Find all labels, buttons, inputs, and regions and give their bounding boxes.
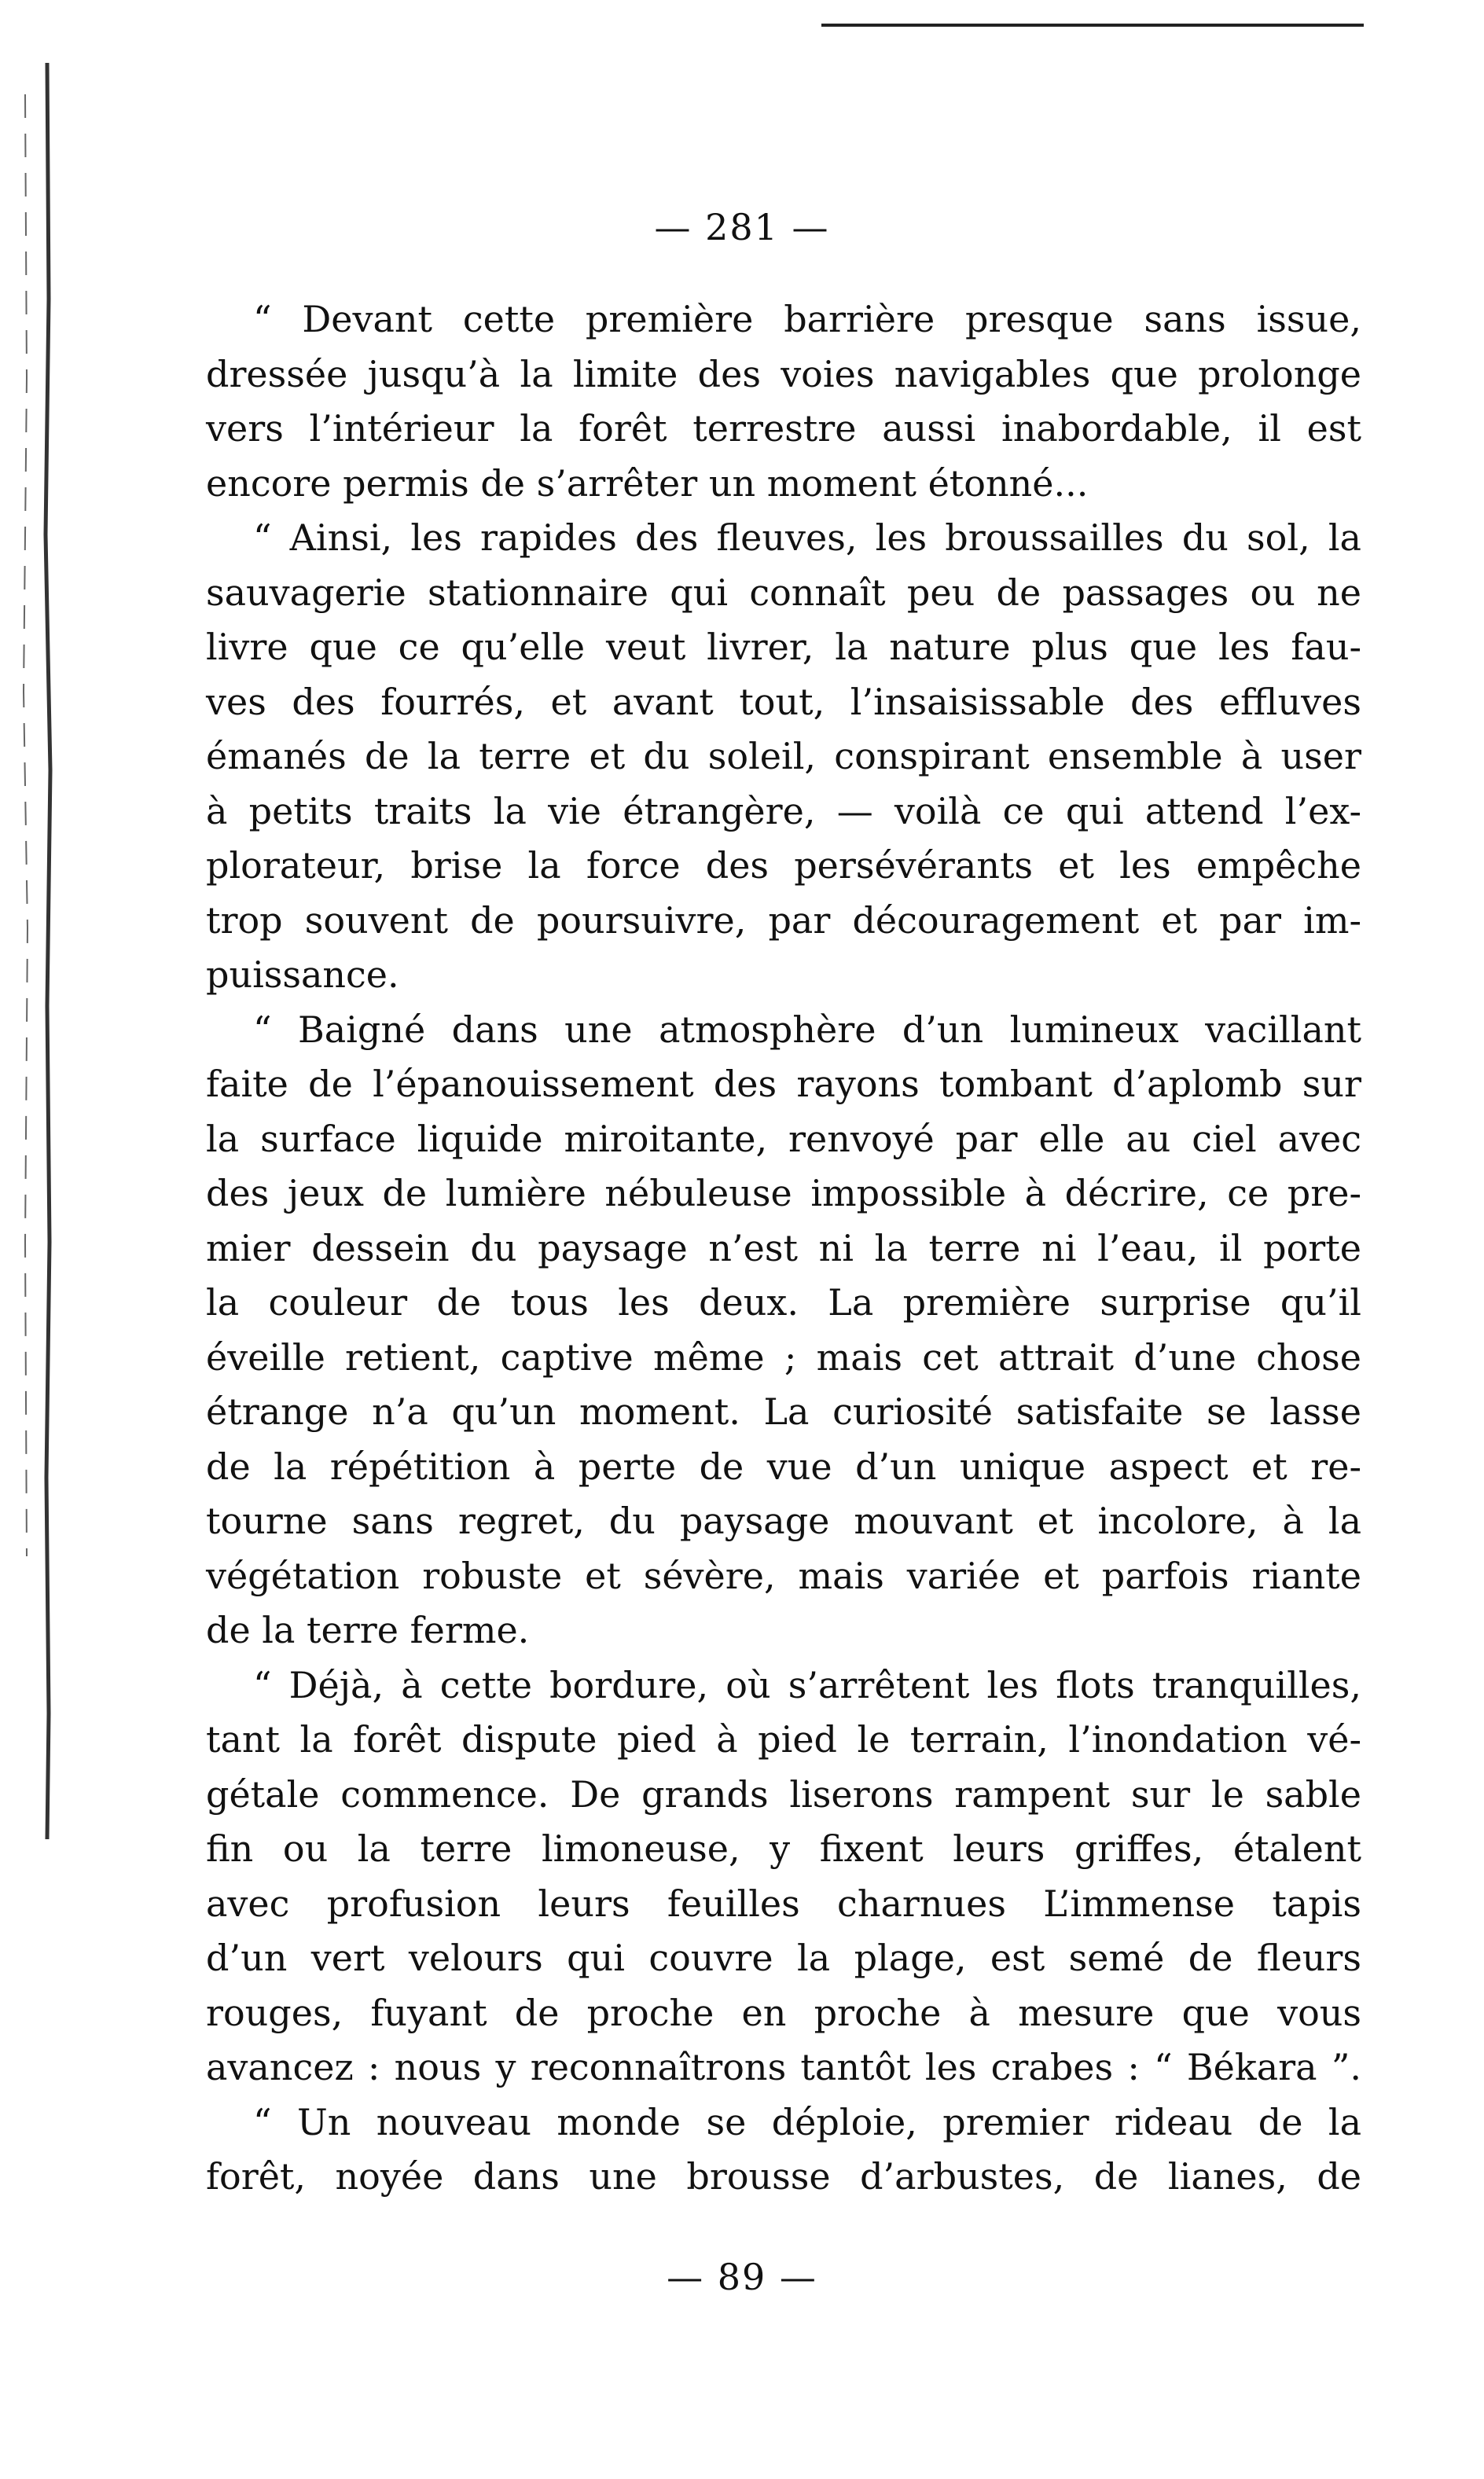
body-text [206,292,1361,2205]
text-line: avancez : nous y reconnaîtrons tantôt les crabes : “ Békara ”. [206,2046,1361,2088]
text-line: avec profusion leurs feuilles charnues L’immense tapis [206,1882,1361,1925]
footer-page-number: — 89 — [667,2256,817,2298]
text-line: ves des fourrés, et avant tout, l’insaisissable des effluves [206,680,1361,723]
text-line: encore permis de s’arrêter un moment étonné... [206,461,1089,505]
text-line: tant la forêt dispute pied à pied le terrain, l’inondation vé- [206,1718,1361,1761]
text-line: de la répétition à perte de vue d’un unique aspect et re- [206,1445,1361,1488]
text-line: “ Devant cette première barrière presque sans issue, [253,298,1361,340]
text-line: la surface liquide miroitante, renvoyé par elle au ciel avec [206,1117,1361,1160]
text-line: éveille retient, captive même ; mais cet attrait d’une chose [206,1335,1361,1379]
text-line: rouges, fuyant de proche en proche à mesure que vous [206,1991,1361,2034]
top-rule [821,24,1364,27]
text-line: gétale commence. De grands liserons rampent sur le sable [206,1772,1361,1816]
text-line: à petits traits la vie étrangère, — voilà ce qui attend l’ex- [206,789,1361,832]
page-edge-line [46,63,50,1839]
text-line: plorateur, brise la force des persévérants et les empêche [206,844,1361,887]
text-line: de la terre ferme. [206,1609,530,1651]
text-line: “ Ainsi, les rapides des fleuves, les broussailles du sol, la [253,516,1361,559]
text-line: faite de l’épanouissement des rayons tombant d’aplomb sur [206,1063,1361,1105]
text-line: des jeux de lumière nébuleuse impossible à décrire, ce pre- [206,1172,1361,1214]
text-line: mier dessein du paysage n’est ni la terre ni l’eau, il porte [206,1226,1361,1269]
text-line: fin ou la terre limoneuse, y fixent leurs griffes, étalent [206,1827,1361,1870]
header-page-number: — 281 — [654,206,830,248]
text-line: dressée jusqu’à la limite des voies navigables que prolonge [206,352,1361,395]
text-line: vers l’intérieur la forêt terrestre aussi inabordable, il est [206,407,1361,450]
text-line: “ Déjà, à cette bordure, où s’arrêtent les flots tranquilles, [253,1663,1361,1706]
text-line: étrange n’a qu’un moment. La curiosité satisfaite se lasse [206,1390,1361,1433]
text-line: d’un vert velours qui couvre la plage, est semé de fleurs [206,1937,1361,1979]
page-edge-line-secondary [24,94,28,1556]
scanned-page-edge [16,63,71,1839]
text-line: trop souvent de poursuivre, par découragement et par im- [206,898,1361,942]
text-line: émanés de la terre et du soleil, conspirant ensemble à user [206,735,1361,777]
text-line: “ Un nouveau monde se déploie, premier rideau de la [253,2100,1361,2143]
text-line: sauvagerie stationnaire qui connaît peu de passages ou ne [206,571,1361,614]
text-line: “ Baigné dans une atmosphère d’un lumineux vacillant [253,1008,1361,1051]
text-line: forêt, noyée dans une brousse d’arbustes, de lianes, de [206,2155,1361,2198]
text-line: la couleur de tous les deux. La première surprise qu’il [206,1281,1361,1324]
text-line: tourne sans regret, du paysage mouvant et incolore, à la [206,1500,1361,1542]
text-line: puissance. [206,953,399,996]
text-line: livre que ce qu’elle veut livrer, la nature plus que les fau- [206,626,1361,668]
text-line: végétation robuste et sévère, mais variée et parfois riante [206,1554,1361,1597]
